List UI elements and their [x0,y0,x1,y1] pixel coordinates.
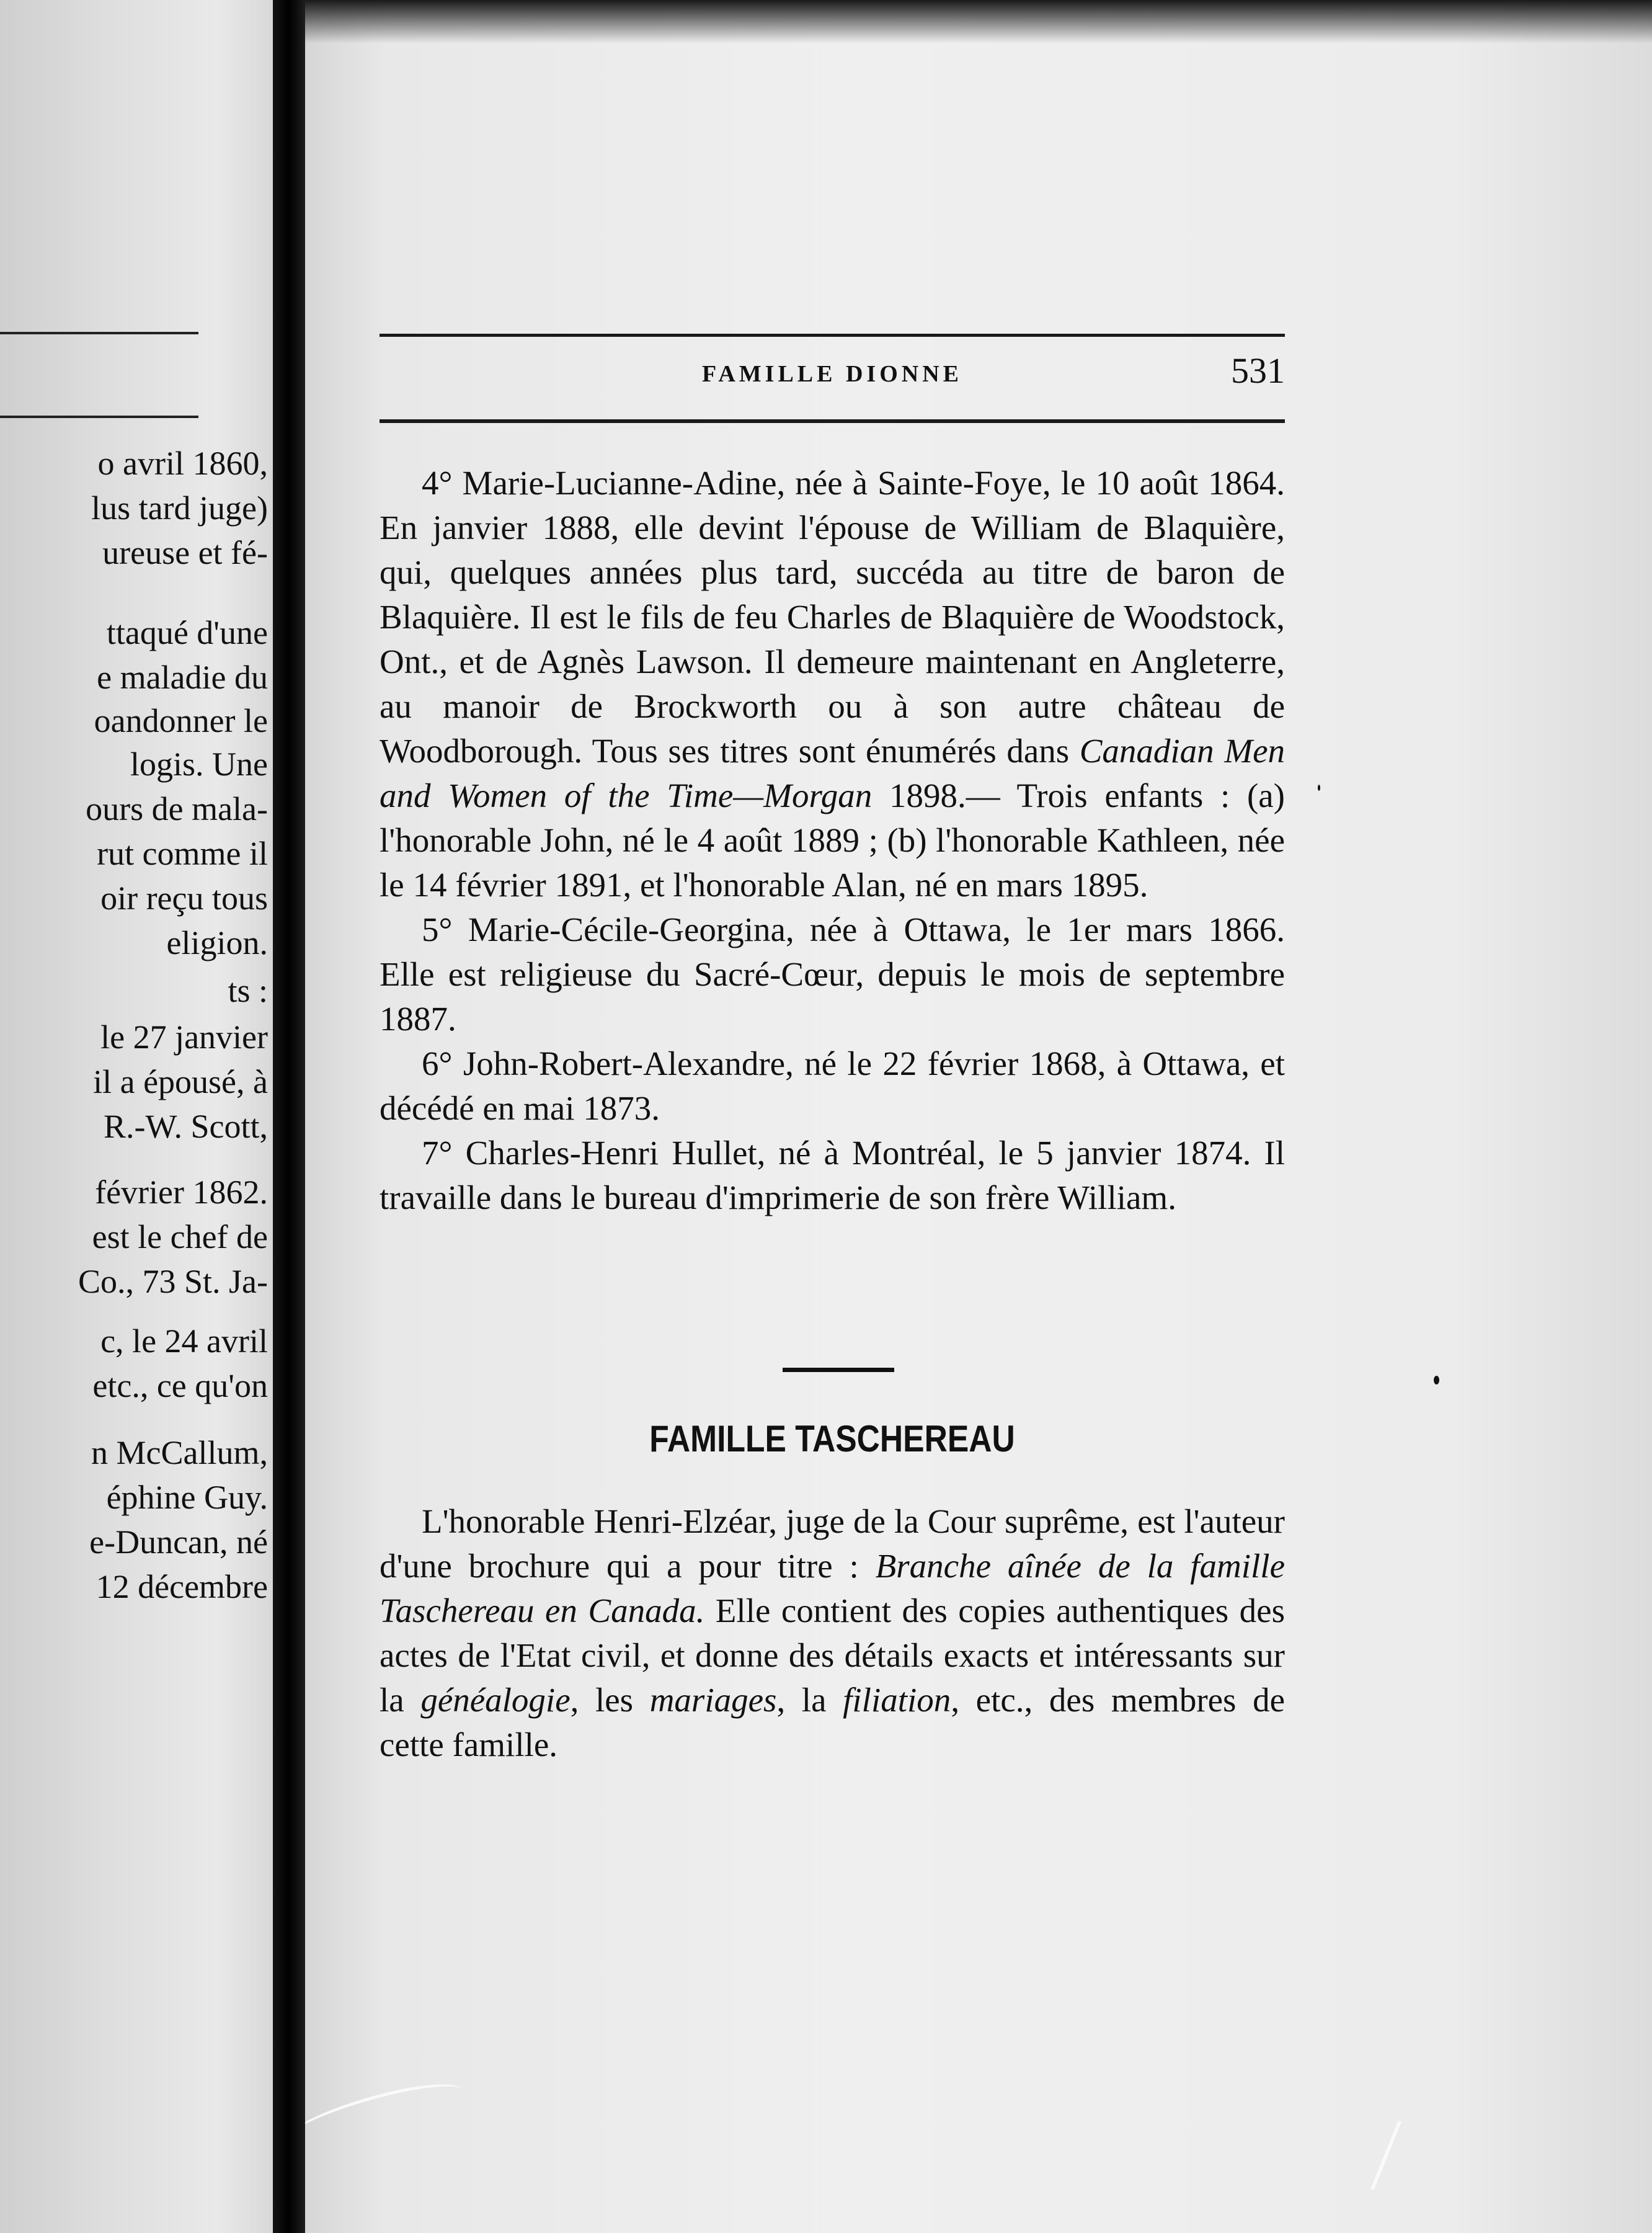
previous-page-line-text: n McCallum, [91,1434,268,1471]
brochure-title: Branche aînée de la famille Taschereau en Canada. [380,1547,1285,1629]
previous-page-line-text: ours de mala- [86,790,268,827]
section-title: FAMILLE TASCHEREAU [649,1418,1015,1460]
entry-7: 7° Charles-Henri Hullet, né à Montréal, le 5 janvier 1874. Il travaille dans le bureau d'imprimerie de son frère William. [380,1134,1285,1216]
previous-page-line-text: e-Duncan, né [89,1523,268,1561]
previous-page-line-text: lus tard juge) [91,489,268,527]
taschereau-text: , la [776,1681,843,1719]
previous-page-line-text: ureuse et fé- [102,534,268,571]
previous-page-line [0,1567,273,1607]
previous-page-rule [0,416,198,418]
previous-page-line [0,1107,273,1146]
ink-speck [1318,785,1320,791]
previous-page-line-text: ttaqué d'une [106,614,268,651]
previous-page-line [0,1017,273,1057]
taschereau-paragraph [380,1499,1285,1767]
previous-page-line [0,1522,273,1562]
italic-term: filiation [843,1681,951,1719]
previous-page-line [0,789,273,829]
ink-mark [1370,2121,1432,2190]
entry-4 [380,461,1285,907]
previous-page-line [0,701,273,741]
previous-page-line-text: il a épousé, à [93,1063,268,1100]
entry-4-children: 1898.— Trois enfants : (a) l'honorable John, né le 4 août 1889 ; (b) l'honorable Kathleen, née le 14 février 1891, et l'honorable Alan, né en mars 1895. [380,777,1285,904]
entry-4-text: 4° Marie-Lucianne-Adine, née à Sainte-Foye, le 10 août 1864. En janvier 1888, elle devint l'épouse de William de Blaquière, qui, quelques années plus tard, succéda au titre de baron de Blaquière. Il est le fils de feu Charles de Blaquière de Woodstock, Ont., et de Agnès Lawson. Il demeure maintenant en Angleterre, au manoir de Brockworth ou à son autre château de Woodborough. Tous ses titres sont énumérés dans [380,464,1285,770]
taschereau-text: L'honorable Henri-Elzéar, juge de la Cour suprême, est l'auteur d'une brochure qui a pour titre : [380,1502,1285,1585]
previous-page-line-text: R.-W. Scott, [103,1108,268,1145]
previous-page-line-text: etc., ce qu'on [92,1367,268,1404]
entry-6: 6° John-Robert-Alexandre, né le 22 février 1868, à Ottawa, et décédé en mai 1873. [380,1045,1285,1127]
previous-page-line-text: c, le 24 avril [100,1322,268,1360]
previous-page-line [0,613,273,653]
previous-page-line-text: e maladie du [97,659,268,696]
previous-page-line [0,1062,273,1102]
previous-page-line [0,834,273,873]
previous-page-line [0,744,273,784]
previous-page-line-text: o avril 1860, [97,445,268,482]
taschereau-text: , etc., des membres de cette famille. [380,1681,1285,1763]
entry-4-book-title: Canadian Men and Women of the Time—Morgan [380,732,1285,814]
previous-page-line [0,657,273,697]
previous-page-line-text: éphine Guy. [106,1479,268,1516]
previous-page-line [0,443,273,483]
previous-page-line-text: logis. Une [130,746,268,783]
previous-page-line-text: le 27 janvier [100,1018,268,1056]
genealogy-entries [380,461,1285,1220]
previous-page-line [0,878,273,918]
previous-page-rule [0,332,198,334]
taschereau-text: Elle contient des copies authentiques des actes de l'Etat civil, et donne des détails exacts et intéressants sur la [380,1592,1285,1719]
previous-page-line-text: 12 décembre [95,1568,268,1605]
previous-page-line-text: est le chef de [92,1218,268,1255]
previous-page-line-text: Co., 73 St. Ja- [78,1263,268,1300]
previous-page-line [0,1217,273,1257]
book-gutter [273,0,305,2233]
previous-page-line [0,1478,273,1517]
entry-5: 5° Marie-Cécile-Georgina, née à Ottawa, le 1er mars 1866. Elle est religieuse du Sacré-Cœur, depuis le mois de septembre 1887. [380,911,1285,1038]
previous-page-line-text: février 1862. [95,1174,268,1211]
previous-page-line-text: oir reçu tous [100,880,268,917]
previous-page-edge [0,0,273,2233]
header-rule-top [380,334,1285,337]
section-divider [783,1368,894,1372]
running-title: FAMILLE DIONNE [701,361,963,387]
previous-page-line [0,1262,273,1301]
ink-speck [1434,1376,1439,1384]
previous-page-line [0,923,273,963]
previous-page-line-text: rut comme il [97,835,268,872]
taschereau-section [380,1499,1285,1767]
previous-page-line-text: ts : [228,972,268,1009]
previous-page-line [0,1321,273,1361]
previous-page-line [0,971,273,1010]
header-rule-bottom [380,419,1285,423]
previous-page-line-text: oandonner le [94,702,268,739]
italic-term: mariages [649,1681,777,1719]
previous-page-line [0,1366,273,1406]
ink-mark [305,2075,468,2159]
previous-page-line-text: eligion. [166,924,268,961]
page-number: 531 [1231,350,1285,391]
italic-term: généalogie [420,1681,571,1719]
taschereau-text: , les [570,1681,650,1719]
book-page [305,0,1652,2233]
previous-page-line [0,1433,273,1473]
previous-page-line [0,488,273,528]
scan-shadow [305,0,1652,43]
previous-page-line [0,533,273,573]
previous-page-line [0,1172,273,1212]
